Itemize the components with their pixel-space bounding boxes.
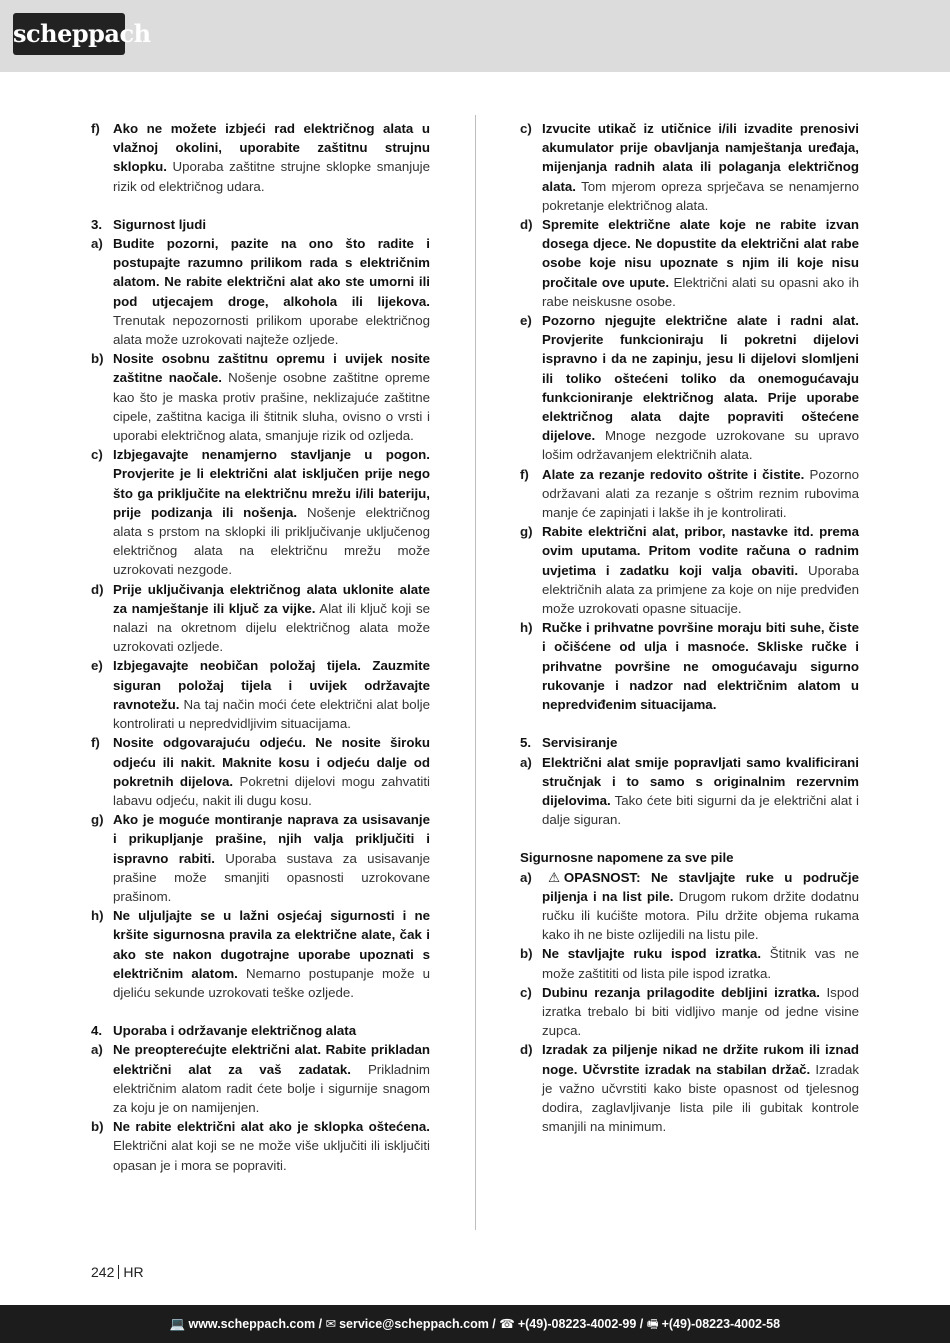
item-label: f) (91, 121, 100, 136)
item-text: Mnoge nezgode uzrokovane su upravo lošim održavanjem električnih alata. (542, 428, 859, 463)
item-label: a) (91, 236, 103, 252)
right-column (520, 119, 859, 1136)
item-label: a) (520, 754, 532, 770)
email-link[interactable]: service@scheppach.com / (339, 1317, 496, 1331)
safety-item (91, 349, 430, 445)
safety-item (520, 868, 859, 945)
item-bold-text: Ručke i prihvatne površine moraju biti suhe, čiste i očišćene od ulja i masnoće. Skliske ručke i prihvatne površine ne omogućavaju sigurno rukovanje i nadzor nad električnim alatom u nepredviđenim situacijama. (542, 620, 859, 713)
item-bold-text: Ne rabite električni alat ako je sklopka oštećena. (113, 1119, 430, 1135)
safety-item (91, 445, 430, 579)
item-bold-text: Ako je moguće montiranje naprava za usisavanje i prikupljanje prašine, njih valja priključiti i ispravno rabiti. (113, 812, 430, 866)
item-bold-text: Spremite električne alate koje ne rabite izvan dosega djece. Ne dopustite da električni alat rabe osobe koje nisu upoznate s njim ili koje nisu pročitale ove upute. (542, 217, 859, 290)
envelope-icon: ✉ (325, 1317, 337, 1331)
fax-number: +(49)-08223-4002-58 (661, 1317, 781, 1331)
item-text: Drugom rukom držite dodatnu ručku ili kućište motora. Pilu držite objema rukama kako ih ne biste ozlijedili na listu pile. (542, 888, 859, 943)
left-column (91, 119, 430, 1175)
item-text: Trenutak nepozornosti prilikom uporabe električnog alata može uzrokovati najteže ozljede. (113, 312, 430, 348)
item-label: f) (520, 466, 529, 482)
item-label: c) (520, 121, 532, 136)
item-text: Tom mjerom opreza sprječava se nenamjerno pokretanje električnog alata. (542, 178, 859, 213)
item-bold-text: Ne uljuljajte se u lažni osjećaj sigurnosti i ne kršite sigurnosna pravila za električne alate, čak i ako ste nakon dugotrajne uporabe upoznati s električnim alatom. (113, 908, 430, 981)
item-text: Pokretni dijelovi mogu zahvatiti labavu odjeću, nakit ili dugu kosu. (113, 773, 431, 808)
safety-item (520, 753, 859, 830)
safety-item (91, 656, 430, 733)
safety-item (91, 580, 430, 657)
item-text: Uporaba zaštitne strujne sklopke smanjuje rizik od električnog udara. (113, 159, 430, 194)
item-bold-text: Izvucite utikač iz utičnice i/ili izvadite prenosivi akumulator prije obavljanja namještanja uređaja, mijenjanja radnih alata ili polaganja električnog alata. (542, 121, 859, 194)
safety-item (91, 1040, 430, 1117)
fax-icon: 🖷 (646, 1317, 659, 1331)
item-label: b) (91, 1119, 104, 1135)
safety-item (91, 906, 430, 1002)
safety-item (91, 810, 430, 906)
item-label: d) (91, 581, 104, 597)
section-number: 4. (91, 1023, 103, 1039)
item-label: a) (520, 869, 532, 885)
item-text: Nošenje osobne zaštitne opreme kao što je maska protiv prašine, neklizajuće zaštitne cipele, zaštitna kaciga ili štitnik sluha, ovisno o vrsti i uporabi električnog alata, smanjuje rizik od ozljeda. (113, 370, 430, 444)
item-text: Uporaba sustava za usisavanje prašine može smanjiti opasnosti uzrokovane prašinom. (113, 850, 430, 904)
item-text: Štitnik vas ne može zaštititi od lista pile ispod izratka. (542, 946, 859, 981)
item-bold-text: Izbjegavajte neobičan položaj tijela. Zauzmite siguran položaj tijela i uvijek održavajte ravnotežu. (113, 658, 430, 712)
item-bold-text: Ako ne možete izbjeći rad električnog alata u vlažnoj okolini, uporabite zaštitnu strujnu sklopku. (113, 121, 430, 175)
section-number: 3. (91, 216, 103, 232)
item-label: d) (520, 1042, 533, 1058)
item-text: Tako ćete biti sigurni da je električni alat i dalje siguran. (542, 792, 859, 828)
item-label: c) (520, 984, 532, 1000)
item-text: Izradak je važno učvrstiti kako biste opasnost od tjelesnog dodira, zaglavljivanje lista pile ili gubitak kontrole smanjili na minimum. (542, 1061, 859, 1135)
safety-item (520, 465, 859, 523)
page-number (91, 1264, 144, 1280)
safety-item (91, 234, 430, 349)
item-bold-text: Alate za rezanje redovito oštrite i čistite. (542, 466, 805, 482)
item-bold-text: Nosite odgovarajuću odjeću. Ne nosite široku odjeću ili nakit. Maknite kosu i odjeću dalje od pokretnih dijelova. (113, 735, 430, 789)
item-label: a) (91, 1042, 103, 1058)
item-bold-text: Nosite osobnu zaštitnu opremu i uvijek nosite zaštitne naočale. (113, 351, 430, 386)
page-language: HR (123, 1264, 144, 1280)
item-text: Pozorno održavani alati za rezanje s oštrim reznim rubovima manje će zapinjati i lakše ih je kontrolirati. (542, 466, 859, 521)
item-text: Na taj način moći ćete električni alat bolje kontrolirati u nepredvidljivim situacijama. (113, 696, 430, 732)
page-number-separator (118, 1265, 119, 1279)
page-number-value: 242 (91, 1264, 115, 1280)
item-bold-text: Prije uključivanja električnog alata uklonite alate za namještanje ili ključ za vijke. (113, 581, 430, 616)
section-heading (91, 1021, 430, 1040)
item-bold-text: Rabite električni alat, pribor, nastavke itd. prema ovim uputama. Pritom vodite računa o radnim uvjetima i zadatku koji valja obaviti. (542, 524, 859, 578)
item-label: b) (91, 351, 104, 367)
brand-logo: scheppach (13, 13, 125, 55)
safety-item (520, 944, 859, 982)
item-text: Uporaba električnih alata za primjene za koje on nije predviđen može uzrokovati opasne situacije. (542, 562, 859, 617)
item-label: c) (91, 447, 103, 463)
section-number: 5. (520, 735, 532, 751)
safety-item (520, 119, 859, 215)
safety-item (520, 618, 859, 714)
item-text: Prikladnim električnim alatom radit ćete bolje i sigurnije snagom za koju je on namijenjen. (113, 1061, 431, 1115)
item-bold-text: Dubinu rezanja prilagodite debljini izratka. (542, 984, 820, 1000)
item-label: g) (91, 812, 104, 828)
section-title: Servisiranje (542, 735, 618, 751)
phone-icon: ☎ (499, 1317, 515, 1331)
safety-item (520, 522, 859, 618)
item-bold-text: Pozorno njegujte električne alate i radni alat. Provjerite funkcioniraju li pokretni dijelovi ispravno i da ne zapinju, jesu li dijelovi slomljeni ili toliko oštećeni toliko da onemogućavaju funkcioniranje električnog alata. Prije uporabe električnog alata dajte popraviti oštećene dijelove. (542, 313, 859, 444)
warning-triangle-icon: ⚠ (548, 869, 560, 885)
item-text: Ispod izratka trebalo bi biti vidljivo manje od jedne visine zupca. (542, 984, 860, 1039)
item-label: f) (91, 735, 100, 751)
item-bold-text: Budite pozorni, pazite na ono što radite i postupajte razumno prilikom rada s električnim alatom. Ne rabite električni alat ako ste umorni ili pod utjecajem droge, alkohola ili lijekova. (113, 236, 430, 309)
section-heading (520, 733, 859, 752)
safety-item (91, 119, 430, 196)
item-label: e) (520, 313, 532, 329)
section-heading (91, 215, 430, 234)
safety-item (91, 1117, 430, 1175)
section-title: Uporaba i održavanje električnog alata (113, 1023, 357, 1039)
contact-bar (0, 1305, 950, 1343)
item-label: d) (520, 217, 533, 233)
item-label: b) (520, 946, 533, 962)
item-label: h) (520, 620, 533, 636)
item-bold-text: Ne preopterećujte električni alat. Rabite prikladan električni alat za vaš zadatak. (113, 1042, 430, 1077)
item-text: Alat ili ključ koji se nalazi na okretnom dijelu električnog alata može uzrokovati ozljede. (113, 600, 430, 655)
item-label: g) (520, 524, 533, 540)
item-bold-text: Izradak za piljenje nikad ne držite rukom ili iznad noge. Učvrstite izradak na stabilan držač. (542, 1042, 859, 1077)
item-text: Električni alati su opasni ako ih rabe neiskusne osobe. (542, 274, 859, 309)
safety-item (520, 215, 859, 311)
item-text: Električni alat koji se ne može više uključiti ili isključiti opasan je i mora se popraviti. (113, 1138, 430, 1173)
safety-item (91, 733, 430, 810)
page-header (0, 0, 950, 72)
laptop-icon: 💻 (169, 1317, 186, 1331)
item-label: e) (91, 658, 103, 674)
item-label: h) (91, 908, 104, 924)
item-bold-text: Električni alat smije popravljati samo kvalificirani stručnjak i to samo s originalnim rezervnim dijelovima. (542, 754, 859, 808)
item-bold-text: OPASNOST: Ne stavljajte ruke u područje piljenja i na list pile. (542, 869, 859, 904)
column-divider (475, 115, 476, 1230)
item-bold-text: Izbjegavajte nenamjerno stavljanje u pogon. Provjerite je li električni alat isključen prije nego što ga priključite na električnu mrežu i/ili bateriju, prije podizanja ili nošenja. (113, 447, 430, 520)
safety-item (520, 983, 859, 1041)
phone-number: +(49)-08223-4002-99 / (517, 1317, 644, 1331)
safety-item (520, 311, 859, 465)
item-bold-text: Ne stavljajte ruku ispod izratka. (542, 946, 762, 962)
safety-item (520, 1040, 859, 1136)
item-text: Nošenje električnog alata s prstom na sklopki ili priključivanje uključenog električnog alata na električnu mrežu može uzrokovati nezgode. (113, 504, 430, 578)
saw-safety-heading: Sigurnosne napomene za sve pile (520, 850, 734, 866)
item-text: Nemarno postupanje može u djeliću sekunde uzrokovati teške ozljede. (113, 965, 431, 1000)
section-title: Sigurnost ljudi (113, 216, 207, 232)
website-link[interactable]: www.scheppach.com / (188, 1317, 323, 1331)
